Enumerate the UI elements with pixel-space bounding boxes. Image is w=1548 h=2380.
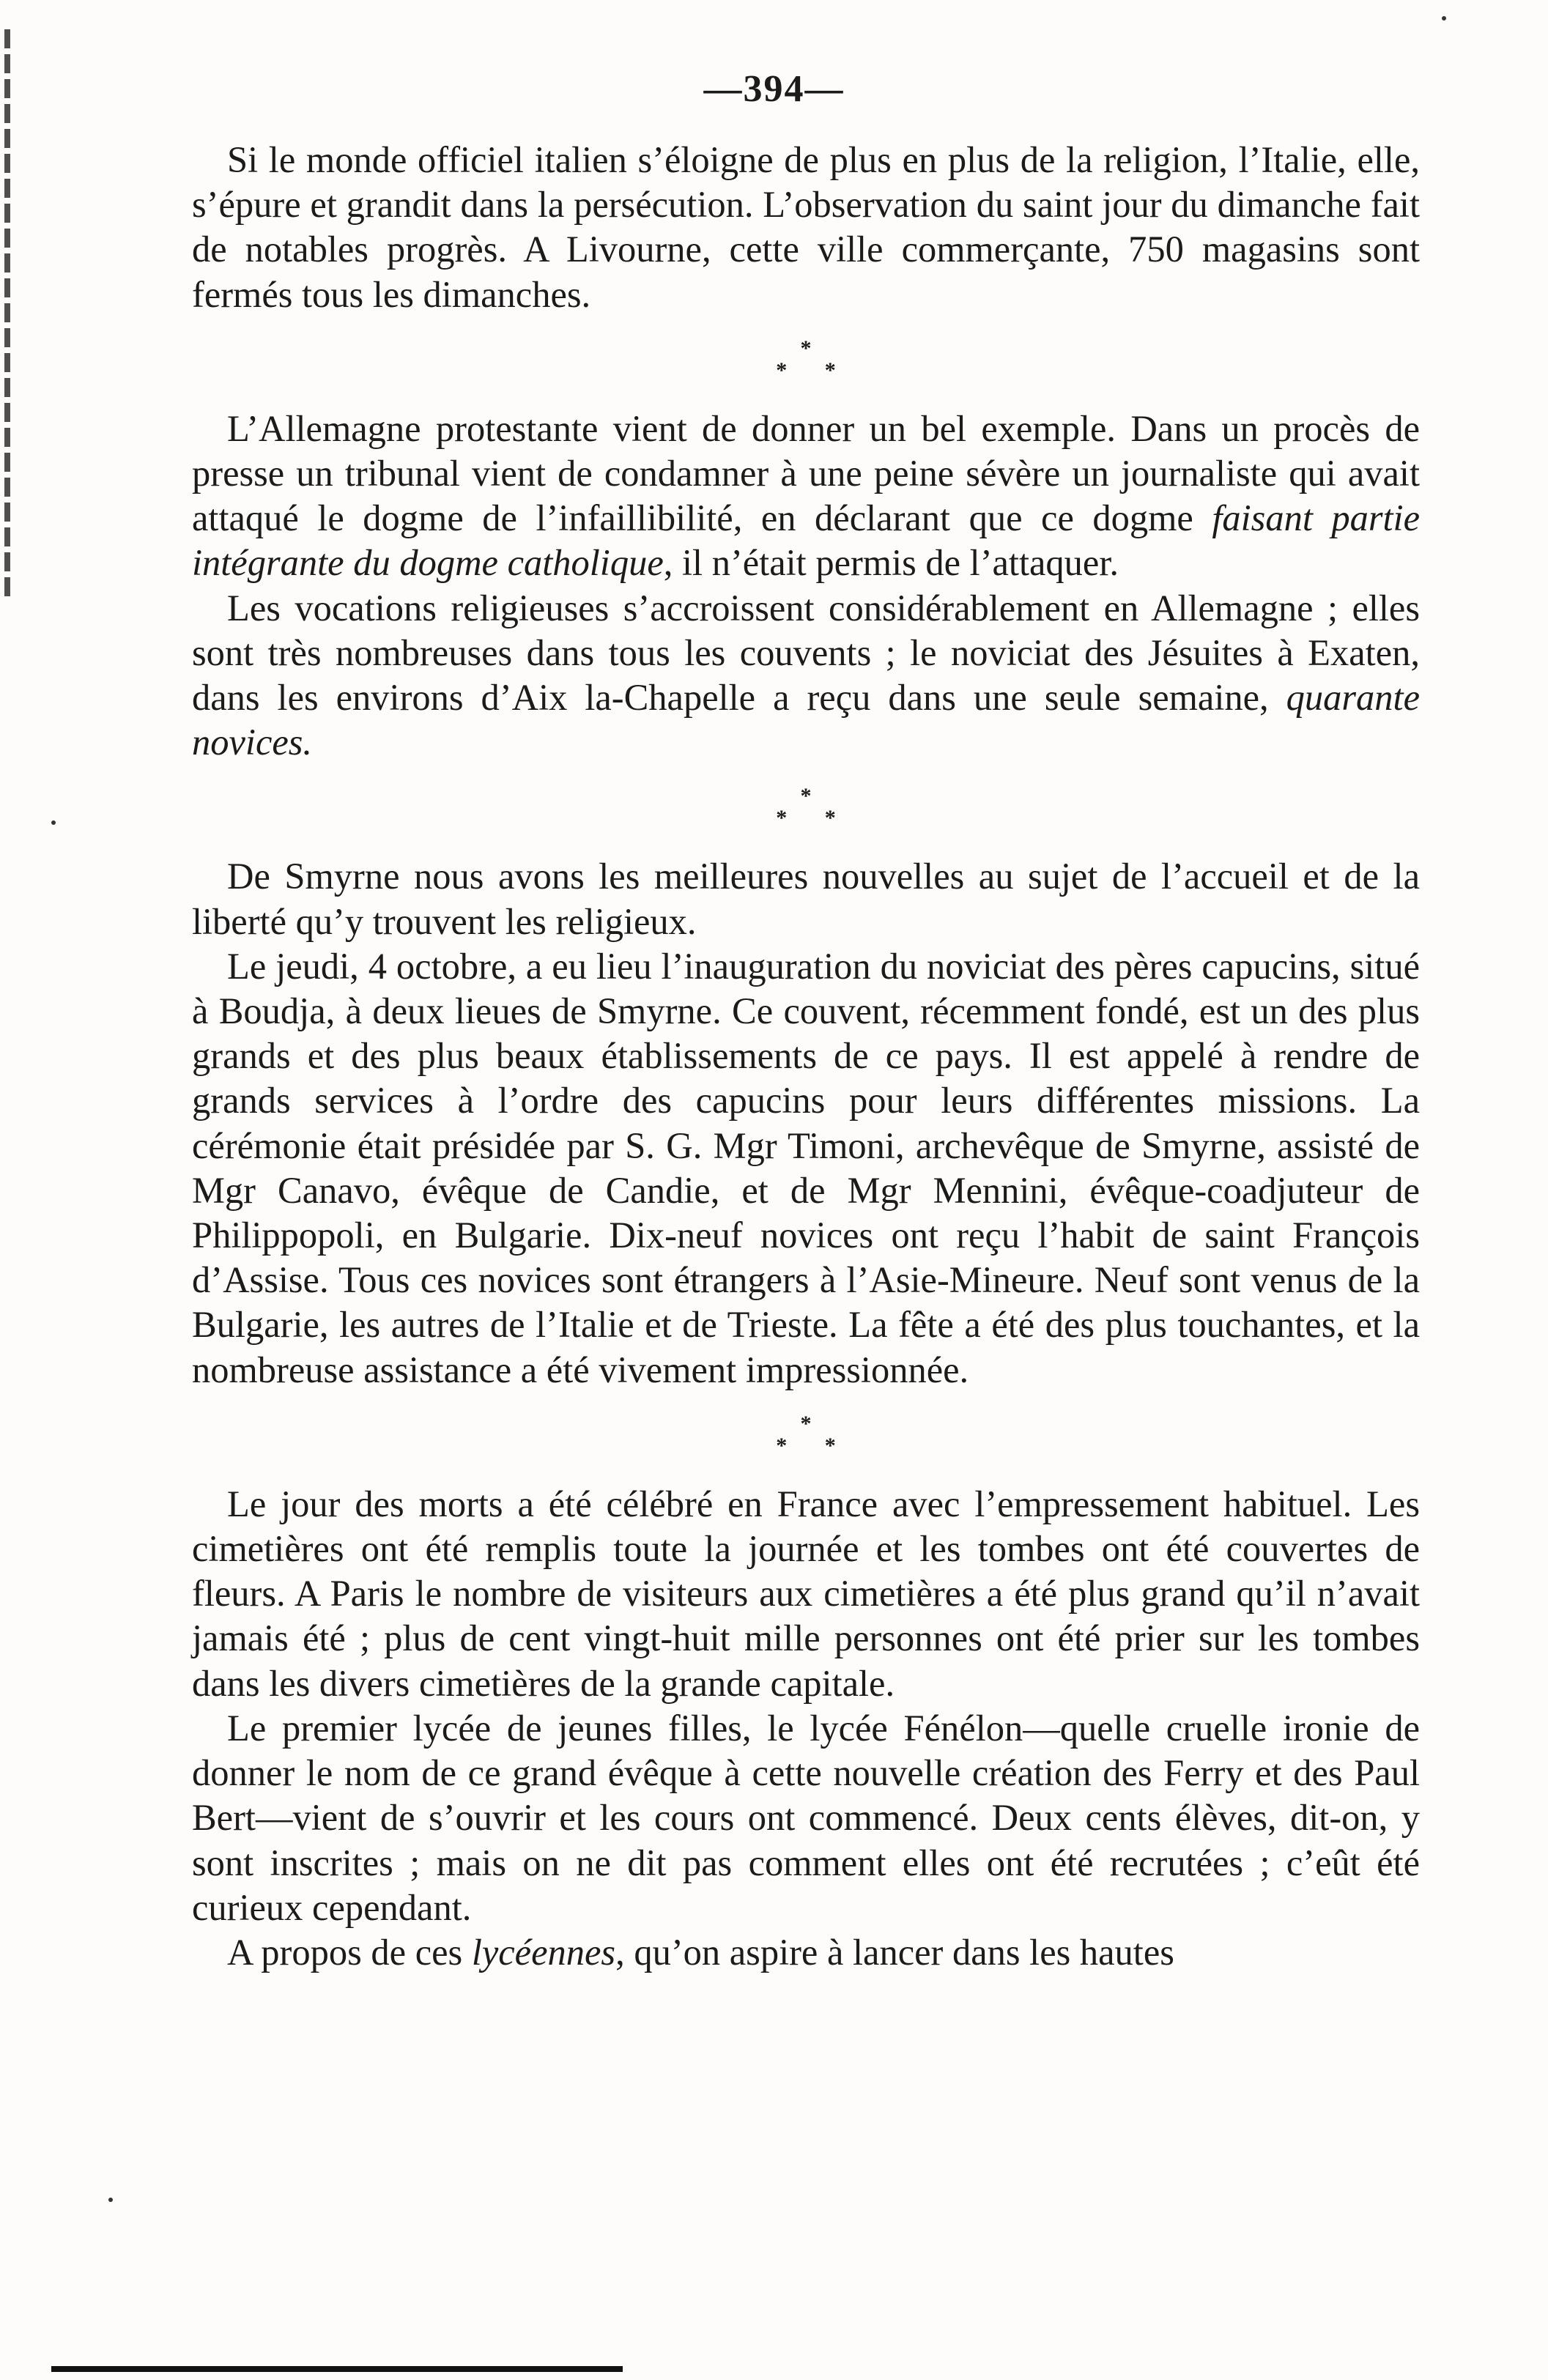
asterism-bottom: * * bbox=[776, 1433, 852, 1458]
asterism-top: * bbox=[800, 1411, 812, 1436]
bottom-rule bbox=[51, 2366, 623, 2372]
asterism-top: * bbox=[800, 784, 812, 809]
italic-phrase: quarante novices. bbox=[192, 677, 1420, 763]
asterism-top: * bbox=[800, 336, 812, 360]
paragraph-jour-des-morts: Le jour des morts a été célébré en France avec l’empressement habituel. Les cimetières ont été remplis toute la journée et les tombes ont été couvertes de fleurs. A Paris le nombre de visiteurs aux cimetières a été plus grand qu’il n’avait jamais été ; plus de cent vingt-huit mille personnes ont été prier sur les tombes dans les divers cimetières de la grande capitale. bbox=[192, 1483, 1420, 1704]
scan-speck bbox=[108, 2198, 113, 2202]
page-number: —394— bbox=[703, 68, 845, 110]
body-text bbox=[192, 138, 1420, 1975]
paragraph-vocations: Les vocations religieuses s’accroissent considérablement en Allemagne ; elles sont très nombreuses dans tous les couvents ; le noviciat des Jésuites à Exaten, dans les environs d’Aix la-Chapelle a reçu dans une seule semaine, quarante novices. bbox=[192, 587, 1420, 763]
scan-speck bbox=[51, 820, 56, 825]
scan-edge-mark bbox=[4, 29, 10, 601]
paragraph-smyrne: De Smyrne nous avons les meilleures nouvelles au sujet de l’accueil et de la liberté qu’y trouvent les religieux. bbox=[192, 856, 1420, 942]
section-separator bbox=[192, 317, 1420, 407]
scan-speck bbox=[1442, 16, 1446, 21]
section-separator bbox=[192, 1393, 1420, 1482]
paragraph-allemagne: L’Allemagne protestante vient de donner un bel exemple. Dans un procès de presse un tribunal vient de condamner à une peine sévère un journaliste qui avait attaqué le dogme de l’infaillibilité, en déclarant que ce dogme faisant partie intégrante du dogme catholique, il n’était permis de l’attaquer. bbox=[192, 407, 1421, 584]
paragraph-lycee-fenelon: Le premier lycée de jeunes filles, le lycée Fénélon—quelle cruelle ironie de donner le nom de ce grand évêque à cette nouvelle création des Ferry et des Paul Bert—vient de s’ouvrir et les cours ont commencé. Deux cents élèves, dit-on, y sont inscrites ; mais on ne dit pas comment elles ont été recrutées ; c’eût été curieux cependant. bbox=[192, 1707, 1420, 1928]
paragraph-capucins: Le jeudi, 4 octobre, a eu lieu l’inauguration du noviciat des pères capucins, situé à Boudja, à deux lieues de Smyrne. Ce couvent, récemment fondé, est un des plus grands et des plus beaux établissements de ce pays. Il est appelé à rendre de grands services à l’ordre des capucins pour leurs différentes missions. La cérémonie était présidée par S. G. Mgr Timoni, archevêque de Smyrne, assisté de Mgr Canavo, évêque de Candie, et de Mgr Mennini, évêque-coadjuteur de Philippopoli, en Bulgarie. Dix-neuf novices ont reçu l’habit de saint François d’Assise. Tous ces novices sont étrangers à l’Asie-Mineure. Neuf sont venus de la Bulgarie, les autres de l’Italie et de Trieste. La fête a été des plus touchantes, et la nombreuse assistance a été vivement impressionnée. bbox=[192, 945, 1420, 1390]
asterism-bottom: * * bbox=[776, 357, 852, 382]
paragraph-lyceennes: A propos de ces lycéennes, qu’on aspire à lancer dans les hautes bbox=[227, 1931, 1174, 1973]
asterism-bottom: * * bbox=[776, 806, 852, 831]
italic-phrase: lycéennes bbox=[471, 1931, 616, 1973]
paragraph-livourne: Si le monde officiel italien s’éloigne de plus en plus de la religion, l’Italie, elle, s’épure et grandit dans la persécution. L’observation du saint jour du dimanche fait de notables progrès. A Livourne, cette ville commerçante, 750 magasins sont fermés tous les dimanches. bbox=[192, 139, 1420, 315]
section-separator bbox=[192, 765, 1420, 854]
italic-phrase: faisant partie intégrante du dogme catholique bbox=[192, 497, 1421, 584]
